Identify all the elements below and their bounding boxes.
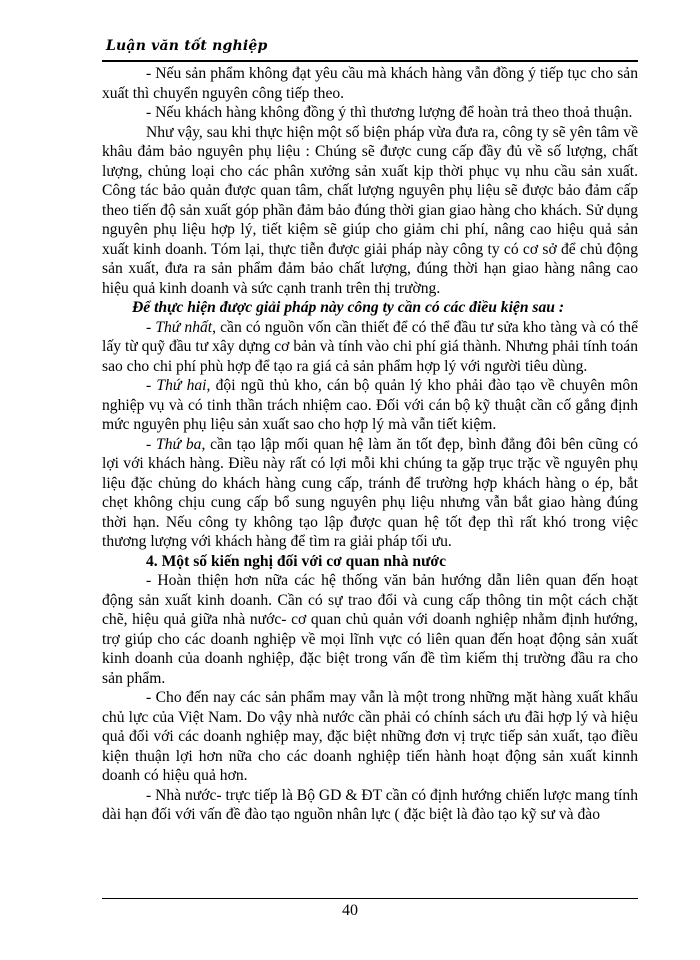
condition-text: , cần có nguồn vốn cần thiết để có thể đầu tư sửa kho tàng và có thể lấy từ quỹ đầu tư xây dựng cơ bản và tính vào chi phí giá thành. Nhưng phải tính toán sao cho chi phí phù hợp để tạo ra giá cả sản phẩm hợp lý với người tiêu dùng. — [102, 318, 638, 375]
paragraph-condition-2: - Thứ hai, đội ngũ thủ kho, cán bộ quản lý kho phải đào tạo về chuyên môn nghiệp vụ và có tinh thần trách nhiệm cao. Đối với cán bộ kỹ thuật cần cố gắng định mức nguyên phụ liệu sản xuất sao cho hợp lý mà vẫn tiết kiệm. — [102, 377, 638, 433]
paragraph: - Nếu sản phẩm không đạt yêu cầu mà khách hàng vẫn đồng ý tiếp tục cho sản xuất thì chuyển nguyên công tiếp theo. — [102, 65, 638, 102]
condition-label: Thứ nhất — [155, 318, 213, 336]
paragraph: - Nhà nước- trực tiếp là Bộ GD & ĐT cần có định hướng chiến lược mang tính dài hạn đối với vấn đề đào tạo nguồn nhân lực ( đặc biệt là đào tạo kỹ sư và đào — [102, 786, 638, 823]
condition-text: , cần tạo lập mối quan hệ làm ăn tốt đẹp, bình đẳng đôi bên cũng có lợi với khách hàng. Điều này rất có lợi mỗi khi chúng ta gặp trục trặc về nguyên phụ liệu đặc chủng do khách hàng cung cấp, tránh để trường hợp khách hàng o ép, bắt chẹt không chịu cung cấp bổ sung nguyên phụ liệu nhưng vẫn bắt giao hàng đúng thời hạn. Nếu công ty không tạo lập được quan hệ tốt đẹp thì rất khó trong việc thương lượng với khách hàng để tìm ra giải pháp tối ưu. — [102, 435, 639, 550]
paragraph-condition-3: - Thứ ba, cần tạo lập mối quan hệ làm ăn tốt đẹp, bình đẳng đôi bên cũng có lợi với khách hàng. Điều này rất có lợi mỗi khi chúng ta gặp trục trặc về nguyên phụ liệu đặc chủng do khách hàng cung cấp, tránh để trường hợp khách hàng o ép, bắt chẹt không chịu cung cấp bổ sung nguyên phụ liệu nhưng vẫn bắt giao hàng đúng thời hạn. Nếu công ty không tạo lập được quan hệ tốt đẹp thì rất khó trong việc thương lượng với khách hàng để tìm ra giải pháp tối ưu. — [102, 435, 639, 550]
paragraph: - Hoàn thiện hơn nữa các hệ thống văn bản hướng dẫn liên quan đến hoạt động sản xuất kinh doanh. Cần có sự trao đổi và cung cấp thông tin một cách chặt chẽ, hiệu quả giữa nhà nước- cơ quan chủ quản với doanh nghiệp nhằm định hướng, trợ giúp cho các doanh nghiệp về mọi lĩnh vực có liên quan đến hoạt động sản xuất kinh doanh của doanh nghiệp, đặc biệt trong vấn đề tìm kiếm thị trường đầu ra cho sản phẩm. — [102, 572, 638, 687]
footer-rule — [102, 898, 638, 899]
running-header: Luận văn tốt nghiệp — [106, 38, 268, 54]
paragraph: Như vậy, sau khi thực hiện một số biện pháp vừa đưa ra, công ty sẽ yên tâm về khâu đảm bảo nguyên phụ liệu : Chúng sẽ được cung cấp đầy đủ về số lượng, chất lượng, chủng loại cho các phân xưởng sản xuất kịp thời phục vụ nhu cầu sản xuất. Công tác bảo quản được quan tâm, chất lượng nguyên phụ liệu sẽ được bảo đảm cấp theo tiến độ sản xuất góp phần đảm bảo đúng thời gian giao hàng cho khách. Sử dụng nguyên phụ liệu hợp lý, tiết kiệm sẽ giúp cho giảm chi phí, nâng cao hiệu quả sản xuất kinh doanh. Tóm lại, thực tiễn được giải pháp này công ty có cơ sở để chủ động sản xuất, đưa ra sản phẩm đảm bảo chất lượng, đúng thời hạn giao hàng nâng cao hiệu quả kinh doanh và sức cạnh tranh trên thị trường. — [102, 123, 638, 297]
body-text — [102, 64, 638, 825]
page-number: 40 — [342, 902, 358, 919]
section-heading: 4. Một số kiến nghị đối với cơ quan nhà nước — [146, 552, 446, 570]
paragraph-condition-1: - Thứ nhất, cần có nguồn vốn cần thiết để có thể đầu tư sửa kho tàng và có thể lấy từ quỹ đầu tư xây dựng cơ bản và tính vào chi phí giá thành. Nhưng phải tính toán sao cho chi phí phù hợp để tạo ra giá cả sản phẩm hợp lý với người tiêu dùng. — [102, 318, 638, 375]
paragraph: - Cho đến nay các sản phẩm may vẫn là một trong những mặt hàng xuất khẩu chủ lực của Việt Nam. Do vậy nhà nước cần phải có chính sách ưu đãi hợp lý và hiệu quả đối với các doanh nghiệp may, đặc biệt những đơn vị trực tiếp sản xuất, tạo điều kiện thuận lợi hơn nữa cho các doanh nghiệp tiến hành hoạt động sản xuất kinnh doanh có hiệu quả hơn. — [102, 689, 638, 784]
conditions-lead: Để thực hiện được giải pháp này công ty cần có các điều kiện sau : — [132, 299, 565, 316]
header-rule — [102, 60, 638, 62]
paragraph: - Nếu khách hàng không đồng ý thì thương lượng để hoàn trả theo thoả thuận. — [146, 104, 633, 121]
condition-text: , đội ngũ thủ kho, cán bộ quản lý kho phải đào tạo về chuyên môn nghiệp vụ và có tinh thần trách nhiệm cao. Đối với cán bộ kỹ thuật cần cố gắng định mức nguyên phụ liệu sản xuất sao cho hợp lý mà vẫn tiết kiệm. — [102, 377, 638, 433]
condition-label: Thứ hai — [156, 377, 207, 394]
condition-label: Thứ ba — [156, 435, 202, 453]
